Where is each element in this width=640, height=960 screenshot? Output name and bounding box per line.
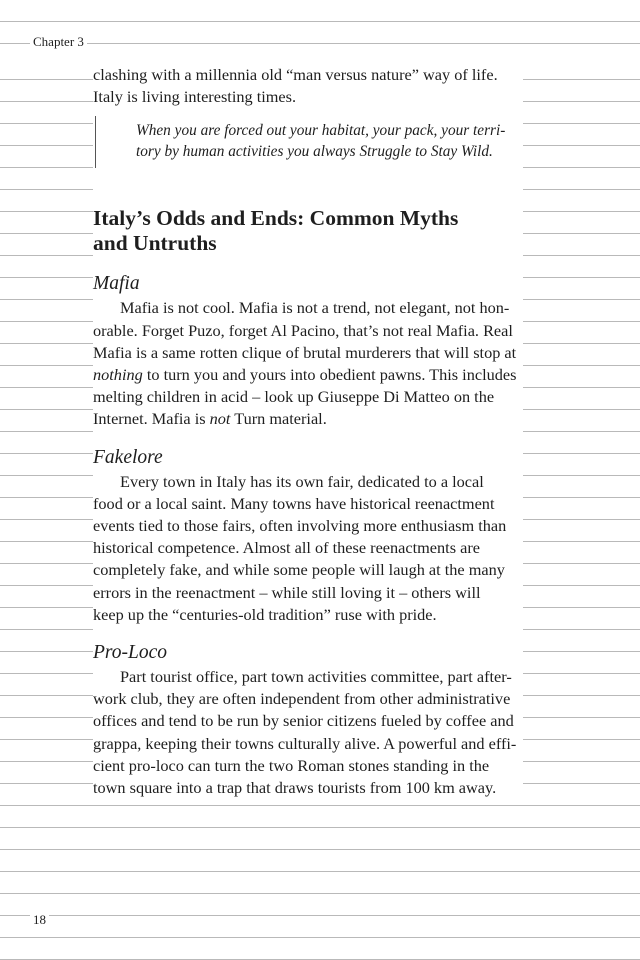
paragraph-line: grappa, keeping their towns culturally alive. A powerful and effi- bbox=[93, 733, 517, 753]
page-number: 18 bbox=[30, 912, 49, 928]
intro-line: clashing with a millennia old “man versus nature” way of life. bbox=[93, 65, 498, 84]
paragraph-line: to turn you and yours into obedient pawns. This includes bbox=[142, 365, 517, 385]
section-heading-line: and Untruths bbox=[93, 231, 217, 256]
paragraph-line: food or a local saint. Many towns have historical reenactment bbox=[93, 493, 495, 513]
page-body bbox=[93, 64, 523, 799]
subheading-mafia: Mafia bbox=[93, 273, 140, 295]
paragraph-line: keep up the “centuries-old tradition” ruse with pride. bbox=[93, 604, 437, 624]
paragraph-line: melting children in acid – look up Giuseppe Di Matteo on the bbox=[93, 387, 495, 407]
paragraph-line: Part tourist office, part town activities committee, part after- bbox=[120, 667, 512, 687]
intro-paragraph bbox=[93, 64, 523, 108]
paragraph-line: offices and tend to be run by senior citizens fueled by coffee and bbox=[93, 711, 514, 731]
emphasis-text: not bbox=[209, 409, 231, 429]
emphasis-text: nothing bbox=[93, 365, 143, 385]
subheading-pro-loco: Pro-Loco bbox=[93, 642, 168, 664]
paragraph-mafia bbox=[93, 297, 523, 430]
intro-line: Italy is living interesting times. bbox=[93, 87, 297, 107]
paragraph-fakelore bbox=[93, 471, 523, 626]
paragraph-line: cient pro-loco can turn the two Roman stones standing in the bbox=[93, 755, 490, 775]
pull-quote bbox=[95, 116, 523, 168]
paragraph-line: Turn material. bbox=[230, 409, 327, 429]
subheading-fakelore: Fakelore bbox=[93, 446, 163, 468]
section-heading-line: Italy’s Odds and Ends: Common Myths bbox=[93, 206, 459, 231]
quote-line: When you are forced out your habitat, your pack, your terri- bbox=[136, 122, 506, 140]
paragraph-line: events tied to those fairs, often involving more enthusiasm than bbox=[93, 516, 507, 536]
paragraph-line: town square into a trap that draws tourists from 100 km away. bbox=[93, 778, 497, 798]
quote-line: tory by human activities you always Struggle to Stay Wild. bbox=[136, 143, 493, 161]
running-head: Chapter 3 bbox=[30, 34, 87, 50]
paragraph-pro-loco bbox=[93, 666, 523, 799]
paragraph-line: errors in the reenactment – while still loving it – others will bbox=[93, 582, 481, 602]
section-heading bbox=[93, 206, 523, 256]
paragraph-line: Mafia is a same rotten clique of brutal murderers that will stop at bbox=[93, 342, 517, 362]
paragraph-line: Mafia is not cool. Mafia is not a trend, not elegant, not hon- bbox=[120, 298, 510, 318]
paragraph-line: historical competence. Almost all of these reenactments are bbox=[93, 538, 480, 558]
paragraph-line: Every town in Italy has its own fair, dedicated to a local bbox=[120, 471, 484, 491]
paragraph-line: work club, they are often independent from other administrative bbox=[93, 689, 511, 709]
paragraph-line: orable. Forget Puzo, forget Al Pacino, that’s not real Mafia. Real bbox=[93, 320, 513, 340]
paragraph-line: completely fake, and while some people will laugh at the many bbox=[93, 560, 505, 580]
paragraph-line: Internet. Mafia is bbox=[93, 409, 210, 429]
